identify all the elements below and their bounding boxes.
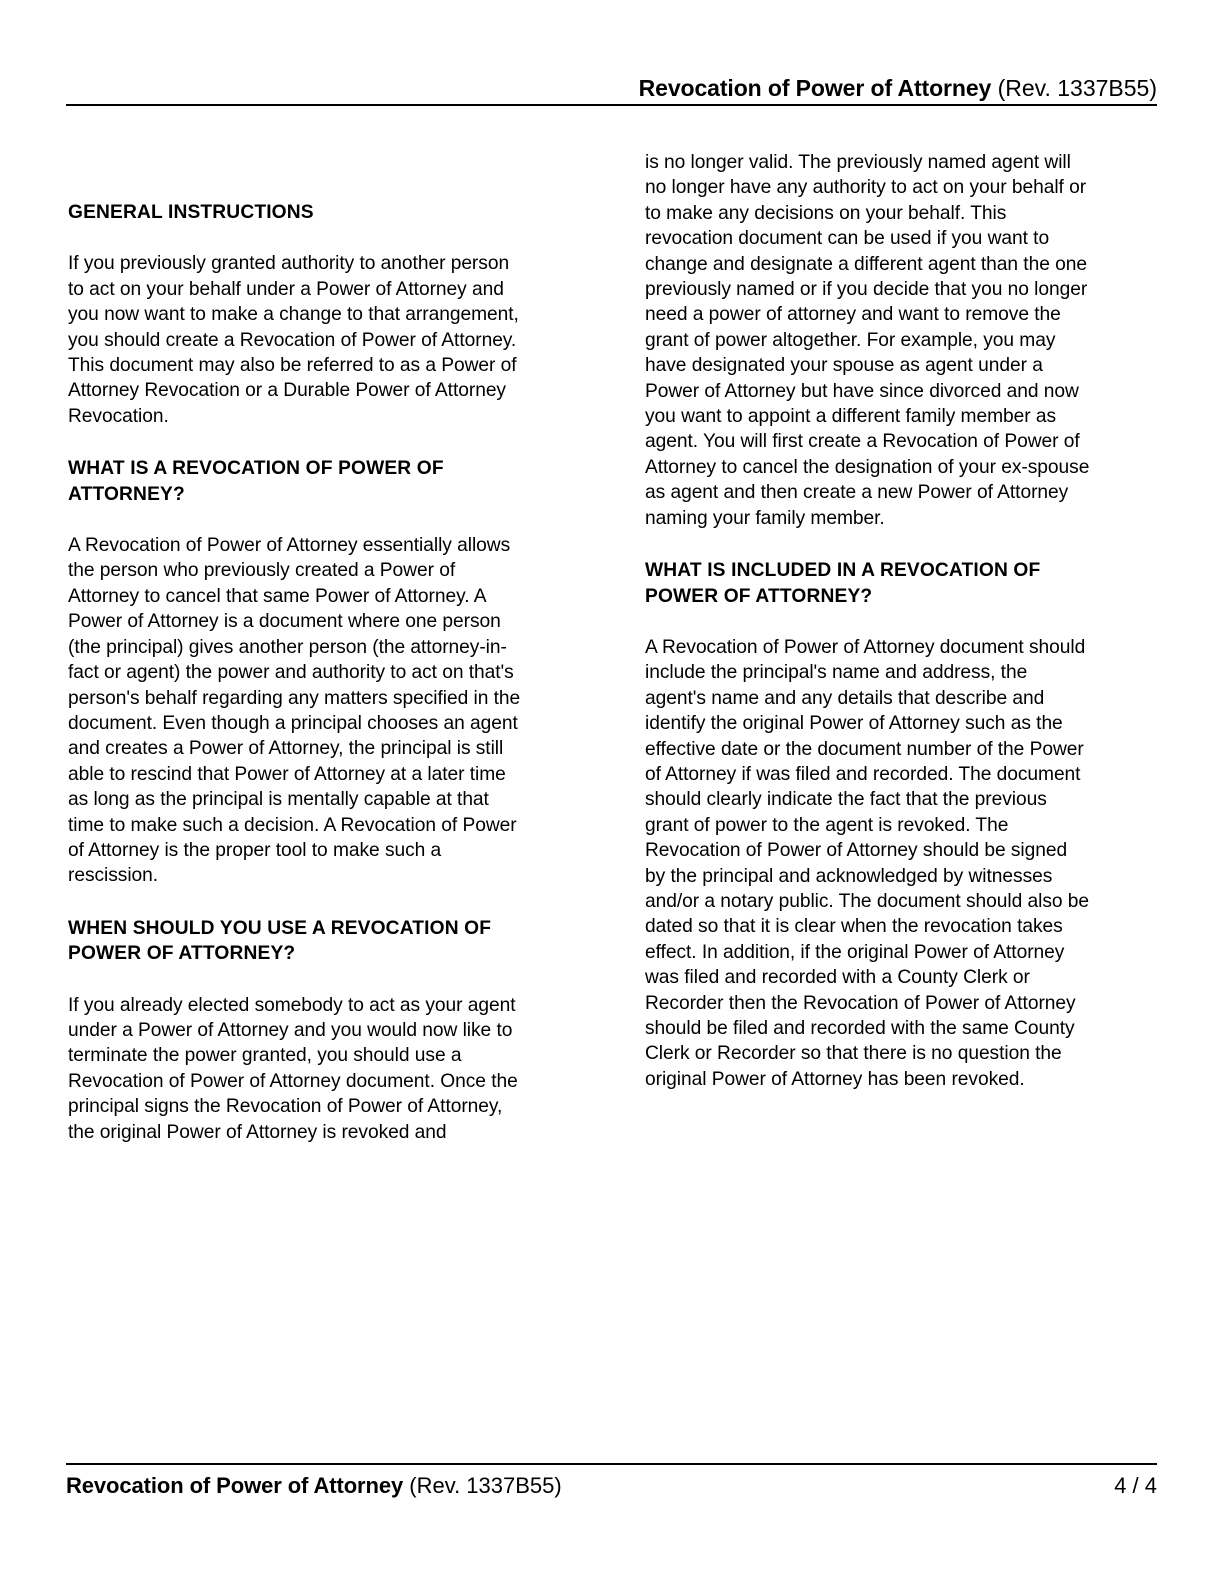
right-column	[645, 150, 1090, 1092]
footer-document-label	[66, 1472, 562, 1500]
spacer	[68, 889, 528, 916]
section-heading-general-instructions: GENERAL INSTRUCTIONS	[68, 202, 314, 223]
paragraph-what-is-included: A Revocation of Power of Attorney document should include the principal's name and address, the agent's name and any details that describe and identify the original Power of Attorney such as the effective date or the document number of the Power of Attorney if was filed and recorded. The document should clearly indicate the fact that the previous grant of power to the agent is revoked. The Revocation of Power of Attorney should be signed by the principal and acknowledged by witnesses and/or a notary public. The document should also be dated so that it is clear when the revocation takes effect. In addition, if the original Power of Attorney was filed and recorded with a County Clerk or Recorder then the Revocation of Power of Attorney should be filed and recorded with the same County Clerk or Recorder so that there is no question the original Power of Attorney has been revoked.	[645, 636, 1090, 1090]
section-heading-when-should-you-use: WHEN SHOULD YOU USE A REVOCATION OF POWER OF ATTORNEY?	[68, 917, 492, 965]
left-column	[68, 200, 528, 1145]
spacer	[68, 225, 528, 251]
spacer	[645, 609, 1090, 635]
page-header	[66, 74, 1157, 102]
spacer	[68, 967, 528, 993]
footer-divider	[66, 1463, 1157, 1465]
page-number: 4 / 4	[1114, 1473, 1157, 1498]
paragraph-when-should-you-use-continued: is no longer valid. The previously named agent will no longer have any authority to act on your behalf or to make any decisions on your behalf. This revocation document can be used if you want to change and designate a different agent than the one previously named or if you decide that you no longer need a power of attorney and want to remove the grant of power altogether. For example, you may have designated your spouse as agent under a Power of Attorney but have since divorced and now you want to appoint a different family member as agent. You will first create a Revocation of Power of Attorney to cancel the designation of your ex-spouse as agent and then create a new Power of Attorney naming your family member.	[645, 152, 1090, 529]
section-heading-what-is-included: WHAT IS INCLUDED IN A REVOCATION OF POWER OF ATTORNEY?	[645, 560, 1041, 607]
section-heading-what-is-a-revocation: WHAT IS A REVOCATION OF POWER OF ATTORNEY?	[68, 458, 444, 505]
paragraph-when-should-you-use: If you already elected somebody to act as your agent under a Power of Attorney and you would now like to terminate the power granted, you should use a Revocation of Power of Attorney document. Once the principal signs the Revocation of Power of Attorney, the original Power of Attorney is revoked and	[68, 994, 518, 1143]
spacer	[645, 531, 1090, 558]
header-divider	[66, 104, 1157, 106]
header-document-title: Revocation of Power of Attorney	[638, 75, 992, 101]
page-footer	[66, 1472, 1157, 1500]
header-document-revision: (Rev. 1337B55)	[997, 75, 1157, 101]
footer-document-revision: (Rev. 1337B55)	[409, 1473, 562, 1498]
footer-document-title: Revocation of Power of Attorney	[66, 1473, 404, 1498]
paragraph-what-is-a-revocation: A Revocation of Power of Attorney essentially allows the person who previously created a Power of Attorney to cancel that same Power of Attorney. A Power of Attorney is a document where one person (the principal) gives another person (the attorney-in-fact or agent) the power and authority to act on that's person's behalf regarding any matters specified in the document. Even though a principal chooses an agent and creates a Power of Attorney, the principal is still able to rescind that Power of Attorney at a later time as long as the principal is mentally capable at that time to make such a decision. A Revocation of Power of Attorney is the proper tool to make such a rescission.	[68, 535, 521, 887]
spacer	[68, 507, 528, 533]
spacer	[68, 429, 528, 456]
paragraph-general-instructions: If you previously granted authority to another person to act on your behalf under a Power of Attorney and you now want to make a change to that arrangement, you should create a Revocation of Power of Attorney. This document may also be referred to as a Power of Attorney Revocation or a Durable Power of Attorney Revocation.	[68, 253, 519, 427]
